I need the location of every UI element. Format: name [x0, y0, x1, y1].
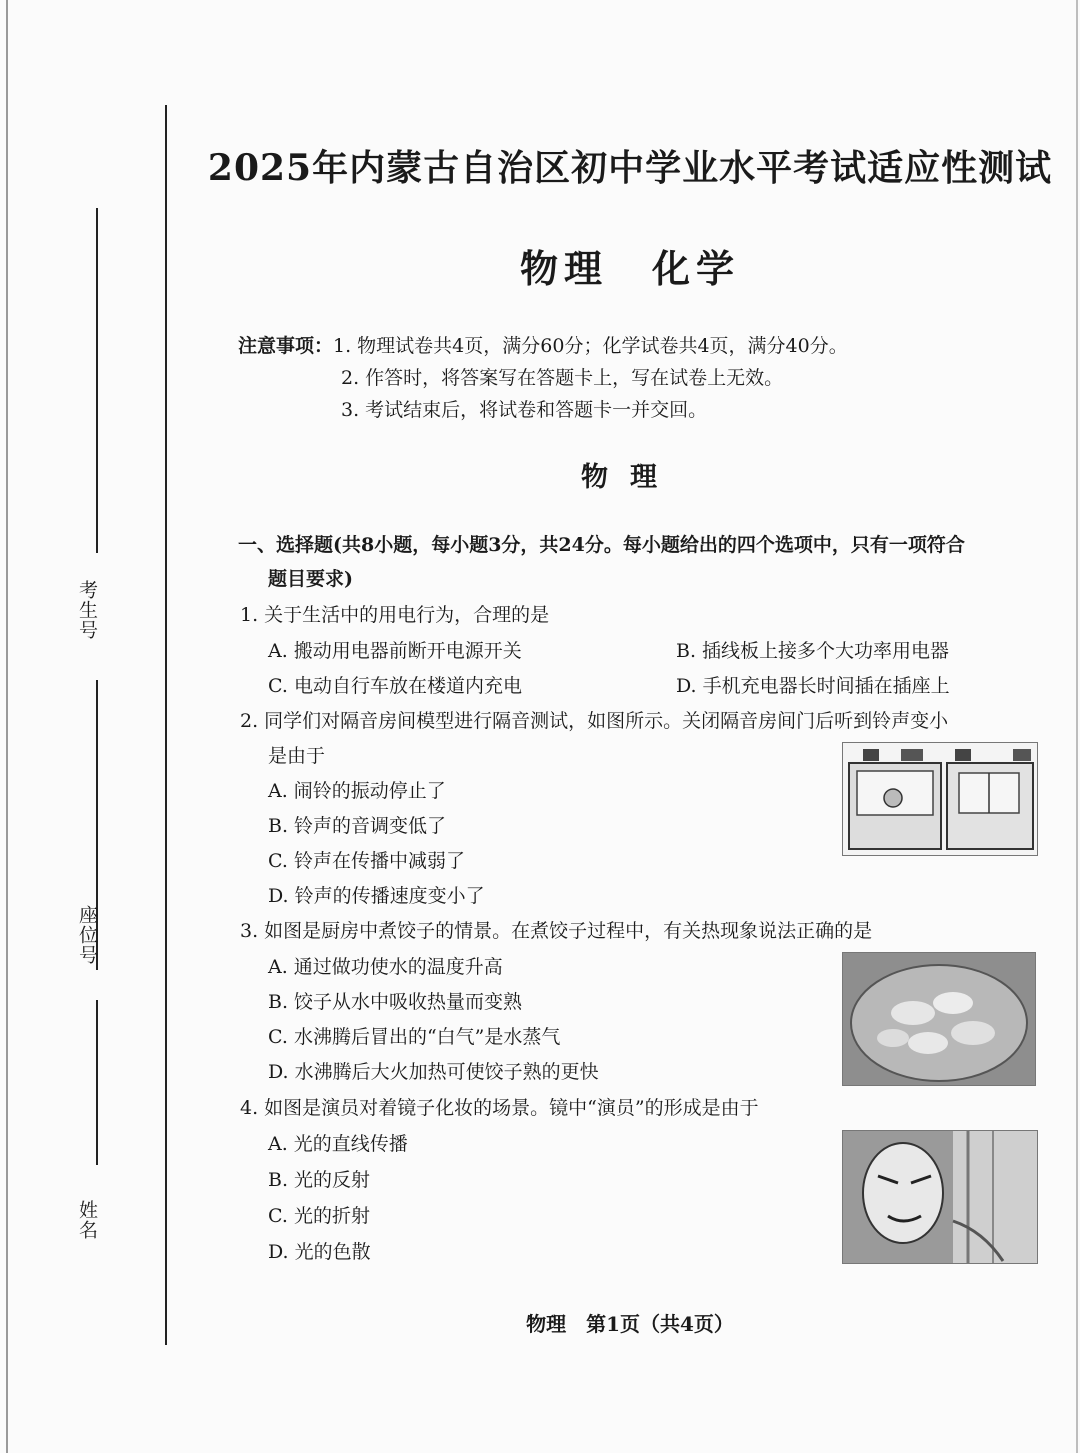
question-2-option-c: C. 铃声在传播中减弱了 [268, 850, 465, 872]
soundproof-room-figure [842, 742, 1038, 856]
question-4-option-a: A. 光的直线传播 [268, 1133, 408, 1155]
makeup-mirror-photo [842, 1130, 1038, 1264]
name-line [96, 1000, 98, 1165]
part-one [238, 528, 1038, 596]
note-item: 2. 作答时，将答案写在答题卡上，写在试卷上无效。 [341, 367, 784, 389]
name-label: 姓名 [76, 1200, 98, 1240]
question-3-option-c: C. 水沸腾后冒出的“白气”是水蒸气 [268, 1026, 561, 1048]
question-4-option-d: D. 光的色散 [268, 1241, 371, 1263]
question-3-option-a: A. 通过做功使水的温度升高 [268, 956, 503, 978]
question-1-stem: 1. 关于生活中的用电行为，合理的是 [240, 604, 550, 626]
question-2-option-a: A. 闹铃的振动停止了 [268, 780, 446, 802]
question-2-stem: 2. 同学们对隔音房间模型进行隔音测试，如图所示。关闭隔音房间门后听到铃声变小 [240, 710, 949, 732]
exam-no-line [96, 208, 98, 553]
notes-label: 注意事项： [238, 335, 334, 357]
question-3-stem: 3. 如图是厨房中煮饺子的情景。在煮饺子过程中，有关热现象说法正确的是 [240, 920, 873, 942]
page-edge-left [6, 0, 8, 1453]
question-1-option-d: D. 手机充电器长时间插在插座上 [676, 675, 950, 697]
notes-block [238, 330, 848, 426]
note-item: 1. 物理试卷共4页，满分60分；化学试卷共4页，满分40分。 [333, 335, 848, 357]
binding-line [165, 105, 167, 1345]
note-item: 3. 考试结束后，将试卷和答题卡一并交回。 [341, 399, 708, 421]
exam-subtitle: 物理 化学 [519, 247, 740, 291]
seat-no-label: 座位号 [76, 905, 98, 965]
page-edge-right [1076, 0, 1078, 1453]
question-1-option-b: B. 插线板上接多个大功率用电器 [676, 640, 950, 662]
question-4-option-c: C. 光的折射 [268, 1205, 370, 1227]
exam-title: 2025年内蒙古自治区初中学业水平考试适应性测试 [207, 147, 1053, 189]
question-2-option-d: D. 铃声的传播速度变小了 [268, 885, 485, 907]
exam-no-label: 考生号 [76, 580, 98, 640]
question-3-option-d: D. 水沸腾后大火加热可使饺子熟的更快 [268, 1061, 599, 1083]
question-1-option-c: C. 电动自行车放在楼道内充电 [268, 675, 522, 697]
question-1-option-a: A. 搬动用电器前断开电源开关 [268, 640, 522, 662]
part-title: 一、选择题(共8小题，每小题3分，共24分。每小题给出的四个选项中，只有一项符合 [238, 534, 965, 556]
question-2-option-b: B. 铃声的音调变低了 [268, 815, 447, 837]
question-2-stem-cont: 是由于 [268, 745, 326, 767]
part-title-cont: 题目要求) [268, 568, 353, 590]
question-4-option-b: B. 光的反射 [268, 1169, 371, 1191]
section-heading: 物理 [581, 462, 679, 493]
page-footer: 物理 第1页（共4页） [526, 1312, 734, 1336]
question-4-stem: 4. 如图是演员对着镜子化妆的场景。镜中“演员”的形成是由于 [240, 1097, 759, 1119]
dumplings-photo [842, 952, 1036, 1086]
question-3-option-b: B. 饺子从水中吸收热量而变熟 [268, 991, 523, 1013]
